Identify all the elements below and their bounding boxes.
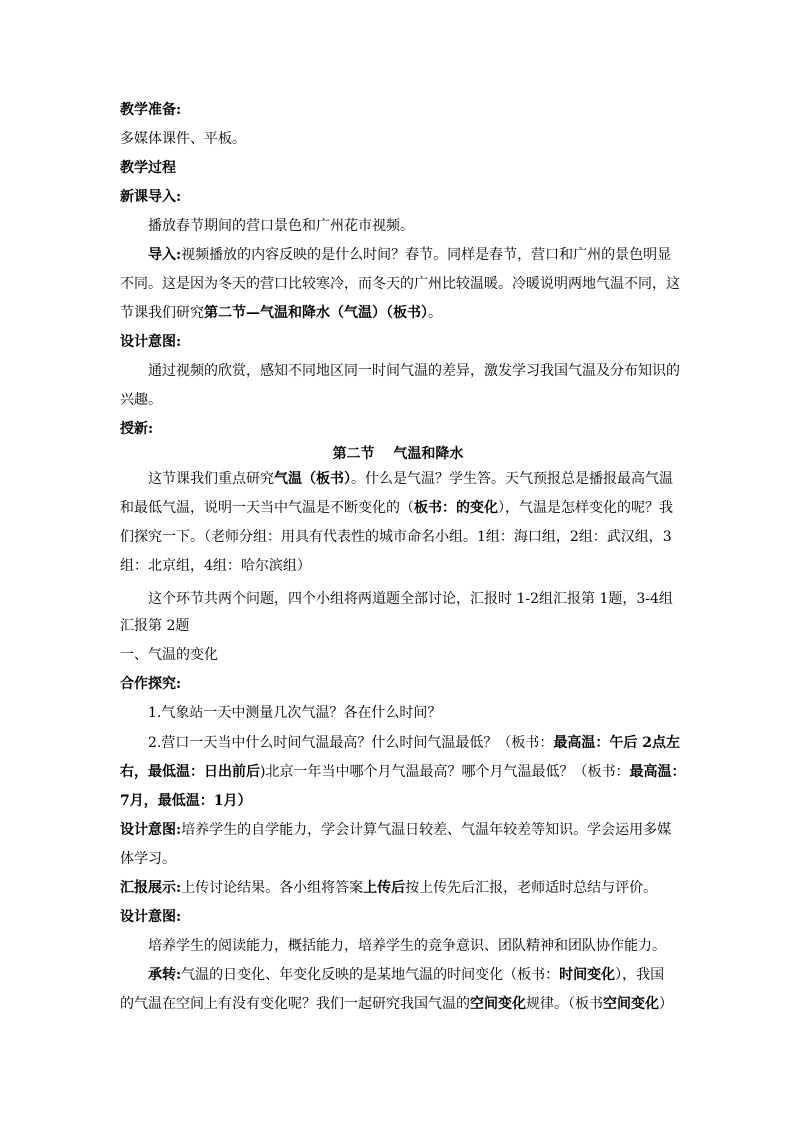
transition-text: 规律。（板书 [526, 996, 603, 1012]
lead-text: 节课我们研究 [120, 305, 204, 321]
intro-lead-line-1 [148, 245, 671, 265]
lead-text: 视频播放的内容反映的是什么时间？春节。同样是春节，营口和广州的景色明显 [181, 247, 672, 263]
report-text: 上传讨论结果。各小组将答案 [181, 880, 364, 896]
prep-heading: 教学准备: [120, 102, 182, 118]
report-heading: 汇报展示: [120, 880, 182, 896]
transition-label: 承转: [148, 967, 182, 983]
process-heading: 教学过程 [120, 160, 176, 176]
intro-lead-line-2: 不同。这是因为冬天的营口比较寒冷，而冬天的广州比较温暖。冷暖说明两地气温不同，这 [120, 276, 680, 292]
focus-line-2 [120, 498, 673, 518]
design-text: 培养学生的自学能力，学会计算气温日较差、气温年较差等知识。学会运用多媒 [181, 822, 672, 838]
focus-line-3: 们探究一下。（老师分组：用具有代表性的城市命名小组。1组：海口组，2组：武汉组，3 [120, 529, 672, 545]
board-note: 最高温： [629, 764, 686, 780]
question-text: )北京一年当中哪个月气温最高？哪个月气温最低？（板书： [260, 764, 630, 780]
transition-line-2 [120, 994, 673, 1014]
design-text-1b: 兴趣。 [120, 392, 162, 408]
focus-text: 这节课我们重点研究 [148, 471, 274, 487]
session-line-2: 汇报第 2题 [120, 618, 190, 634]
board-note: 空间变化 [603, 996, 659, 1012]
focus-line-1 [148, 469, 673, 489]
board-note: 板书：的变化 [414, 500, 498, 516]
section-title: 第二节 气温和降水 [332, 446, 464, 462]
intro-heading: 新课导入: [120, 189, 182, 205]
board-note: 最高温：午后 2点左 [553, 735, 680, 751]
design-heading-1: 设计意图: [120, 334, 182, 350]
focus-text: ），气温是怎样变化的呢？我 [498, 500, 673, 516]
board-note: 空间变化 [470, 996, 526, 1012]
design-heading-2: 设计意图: [120, 822, 182, 838]
coop-heading: 合作探究: [120, 676, 182, 692]
question-1: 1.气象站一天中测量几次气温？各在什么时间？ [148, 705, 442, 721]
question-2-line-2 [120, 762, 685, 782]
new-lesson-heading: 授新: [120, 421, 154, 437]
design-heading-3: 设计意图: [120, 909, 182, 925]
report-line [120, 878, 657, 898]
board-note: 上传后 [363, 880, 406, 896]
question-2-line-1 [148, 733, 680, 753]
design-line-2a [120, 820, 671, 840]
board-note: 气温（板书） [274, 471, 351, 487]
transition-text: 气温的日变化、年变化反映的是某地气温的时间变化（板书： [181, 967, 560, 983]
prep-text: 多媒体课件、平板。 [120, 131, 246, 147]
question-text: 2.营口一天当中什么时间气温最高？什么时间气温最低？（板书： [148, 735, 554, 751]
focus-text: 。什么是气温？学生答。天气预报总是播报最高气温 [351, 471, 673, 487]
question-2-line-3: 7月，最低温：1月） [120, 793, 252, 809]
part-heading: 一、气温的变化 [120, 647, 218, 663]
report-text: 按上传先后汇报，老师适时总结与评价。 [405, 880, 658, 896]
board-note: 第二节—气温和降水（气温）（板书） [204, 305, 428, 321]
board-note: 右，最低温：日出前后 [120, 764, 260, 780]
transition-text: ） [659, 996, 673, 1012]
design-text-1a: 通过视频的欣赏，感知不同地区同一时间气温的差异，激发学习我国气温及分布知识的 [148, 363, 680, 379]
transition-text: ），我国 [615, 967, 665, 983]
transition-text: 的气温在空间上有没有变化呢？我们一起研究我国气温的 [120, 996, 470, 1012]
session-line-1: 这个环节共两个问题，四个小组将两道题全部讨论，汇报时 1-2组汇报第 1题，3-4组 [148, 591, 673, 607]
focus-line-4: 组：北京组，4组：哈尔滨组） [120, 558, 311, 574]
intro-lead-line-3 [120, 303, 442, 323]
design-text-2b: 体学习。 [120, 851, 176, 867]
lead-text: 。 [428, 305, 442, 321]
design-text-3: 培养学生的阅读能力，概括能力，培养学生的竞争意识、团队精神和团队协作能力。 [148, 938, 666, 954]
transition-line-1 [148, 965, 664, 985]
intro-paragraph: 播放春节期间的营口景色和广州花市视频。 [148, 218, 414, 234]
board-note: 时间变化 [559, 967, 616, 983]
lead-label: 导入: [148, 247, 182, 263]
focus-text: 和最低气温，说明一天当中气温是不断变化的（ [120, 500, 414, 516]
